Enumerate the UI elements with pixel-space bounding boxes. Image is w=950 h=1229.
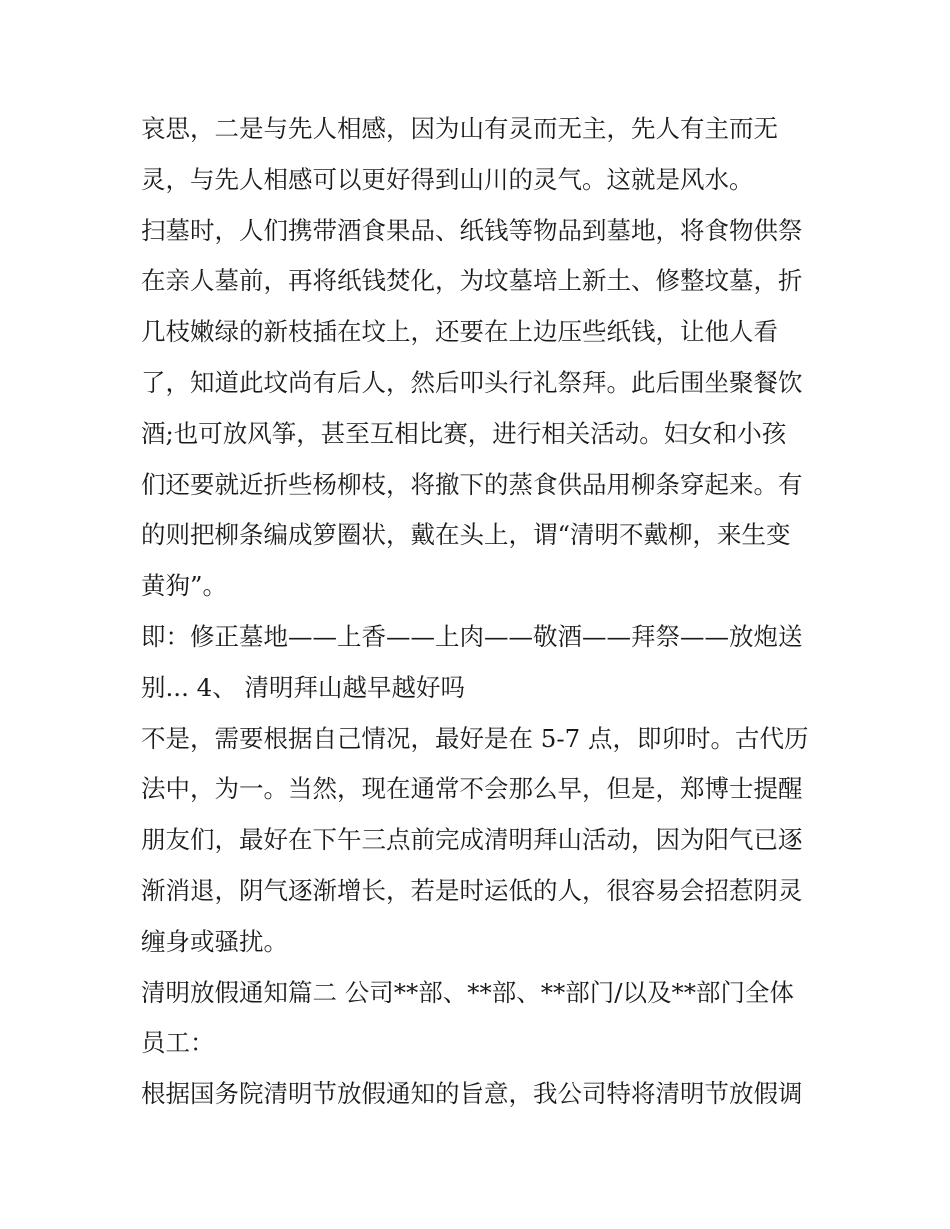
text-line: 朋友们，最好在下午三点前完成清明拜山活动，因为阳气已逐 [141, 825, 803, 855]
text-line: 们还要就近折些杨柳枝，将撤下的蒸食供品用柳条穿起来。有 [141, 469, 803, 499]
text-line: 员工： [141, 1028, 215, 1058]
text-line: 哀思，二是与先人相感，因为山有灵而无主，先人有主而无 [141, 114, 778, 143]
text-line: 法中，为一。当然，现在通常不会那么早，但是，郑博士提醒 [141, 774, 803, 804]
text-line: 缠身或骚扰。 [141, 926, 288, 956]
text-line: 不是，需要根据自己情况，最好是在 5-7 点，即卯时。古代历 [141, 723, 809, 753]
text-line: 了，知道此坟尚有后人，然后叩头行礼祭拜。此后围坐聚餐饮 [141, 367, 803, 397]
text-line: 几枝嫩绿的新枝插在坟上，还要在上边压些纸钱，让他人看 [141, 317, 778, 347]
text-line: 渐消退，阴气逐渐增长，若是时运低的人，很容易会招惹阴灵 [141, 875, 803, 905]
text-line: 灵，与先人相感可以更好得到山川的灵气。这就是风水。 [141, 164, 754, 194]
text-line: 的则把柳条编成箩圈状，戴在头上，谓“清明不戴柳，来生变 [141, 520, 791, 550]
document-body [141, 104, 821, 1120]
text-line: 即：修正墓地——上香——上肉——敬酒——拜祭——放炮送 [141, 621, 803, 651]
text-line: 根据国务院清明节放假通知的旨意，我公司特将清明节放假调 [141, 1079, 803, 1109]
text-line: 黄狗”。 [141, 571, 228, 601]
text-line: 清明放假通知篇二 公司**部、**部、**部门/以及**部门全体 [141, 977, 795, 1007]
text-line: 酒;也可放风筝，甚至互相比赛，进行相关活动。妇女和小孩 [141, 418, 787, 448]
text-line: 扫墓时，人们携带酒食果品、纸钱等物品到墓地，将食物供祭 [141, 215, 803, 245]
text-line: 别... 4、 清明拜山越早越好吗 [141, 672, 466, 702]
text-line: 在亲人墓前，再将纸钱焚化，为坟墓培上新土、修整坟墓，折 [141, 266, 803, 296]
